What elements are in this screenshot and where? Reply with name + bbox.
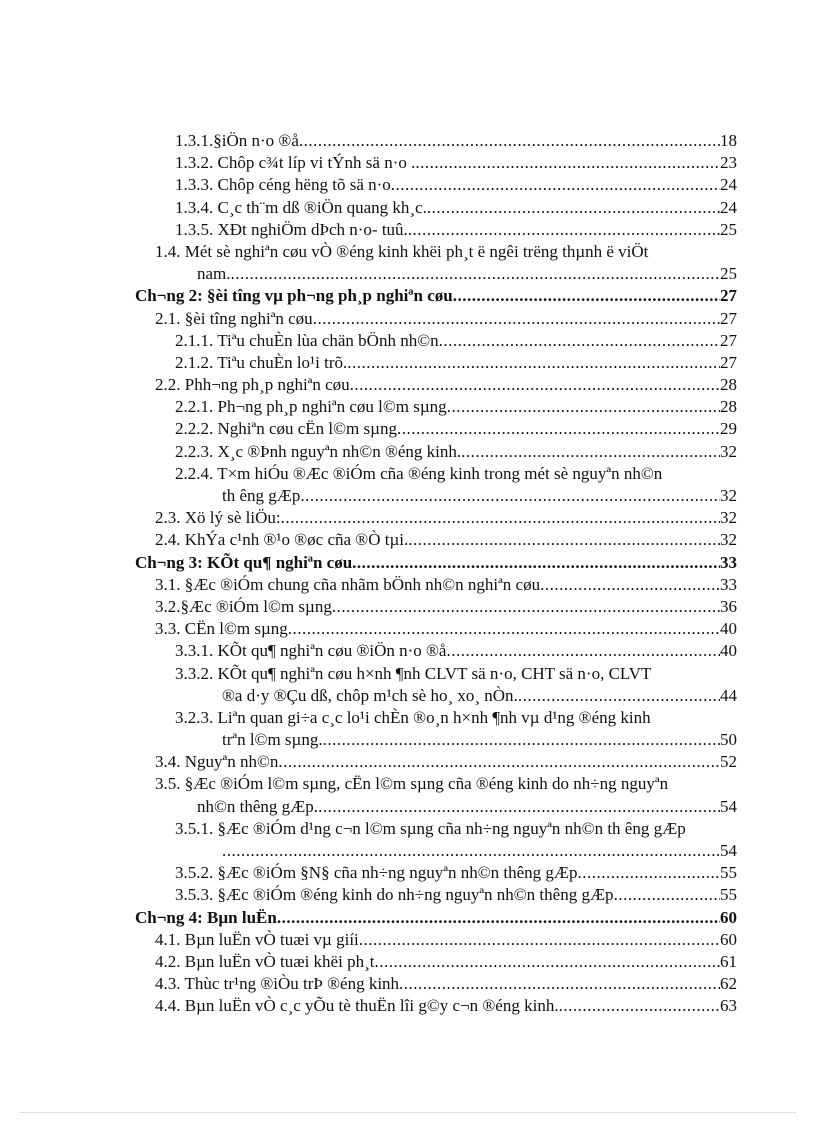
toc-entry[interactable] xyxy=(0,152,737,174)
dot-leader xyxy=(359,929,720,951)
toc-entry[interactable] xyxy=(0,773,816,795)
toc-entry-title: nh©n thêng gÆp. xyxy=(197,796,319,816)
toc-page-number: 23 xyxy=(720,153,737,173)
dot-leader xyxy=(427,197,720,219)
toc-entry[interactable] xyxy=(0,285,737,307)
dot-leader xyxy=(408,529,720,551)
toc-page-number: 32 xyxy=(720,530,737,550)
toc-entry-title: 2.2.4. T×m hiÓu ®Æc ®iÓm cña ®éng kinh trong mét sè nguyªn nh©n xyxy=(175,463,663,483)
toc-entry-title: th êng gÆp xyxy=(222,486,301,505)
toc-page-number: 28 xyxy=(720,375,737,395)
toc-entry[interactable] xyxy=(0,995,737,1017)
dot-leader xyxy=(397,418,720,440)
toc-entry[interactable] xyxy=(0,396,737,418)
table-of-contents xyxy=(0,130,816,1018)
dot-leader xyxy=(415,152,720,174)
dot-leader xyxy=(540,574,720,596)
toc-entry[interactable] xyxy=(0,929,737,951)
dot-leader xyxy=(578,862,721,884)
dot-leader xyxy=(277,907,720,929)
toc-page-number: 29 xyxy=(720,419,737,439)
dot-leader xyxy=(399,973,720,995)
page-bottom-border xyxy=(20,1112,796,1113)
toc-page-number: 25 xyxy=(720,219,737,239)
toc-page-number: 36 xyxy=(720,596,737,616)
toc-entry-title: 1.3.5. XÐt nghiÖm dÞch n·o- tuû. xyxy=(175,219,408,239)
toc-entry[interactable] xyxy=(0,596,737,618)
dot-leader xyxy=(352,552,720,574)
dot-leader xyxy=(439,330,720,352)
toc-page-number: 27 xyxy=(720,308,737,328)
toc-entry-title: 3.3.2. KÕt qu¶ nghiªn cøu h×nh ¶nh CLVT sä n·o, CHT sä n·o, CLVT xyxy=(175,663,652,683)
toc-entry[interactable] xyxy=(0,884,737,906)
toc-page-number: 55 xyxy=(720,863,737,883)
toc-entry[interactable] xyxy=(0,973,737,995)
toc-entry-title: 1.4. Mét sè nghiªn cøu vÒ ®éng kinh khëi ph¸t ë ngêi trëng thµnh ë viÖt xyxy=(155,241,649,261)
toc-entry-title: 3.5.1. §Æc ®iÓm d¹ng c¬n l©m sµng cña nh÷ng nguyªn nh©n th êng gÆp xyxy=(175,818,686,838)
toc-entry-title: 3.5.2. §Æc ®iÓm §N§ cña nh÷ng nguyªn nh©n thêng gÆp xyxy=(175,863,578,883)
toc-entry[interactable] xyxy=(0,441,737,463)
toc-entry[interactable] xyxy=(0,618,737,640)
toc-entry[interactable] xyxy=(0,529,737,551)
toc-entry-title: 1.3.4. C¸c th¨m dß ®iÖn quang kh¸c. xyxy=(175,197,427,217)
toc-page-number: 27 xyxy=(720,330,737,350)
toc-entry-title: 3.5.3. §Æc ®iÓm ®éng kinh do nh÷ng nguyªn nh©n thêng gÆp xyxy=(175,885,614,905)
toc-entry-title: 3.4. Nguyªn nh©n xyxy=(155,752,279,772)
toc-entry-title: 3.3. CËn l©m sµng xyxy=(155,619,288,639)
dot-leader xyxy=(231,263,720,285)
dot-leader xyxy=(559,995,720,1017)
toc-entry[interactable] xyxy=(0,308,737,330)
toc-entry[interactable] xyxy=(0,663,816,685)
toc-entry-title: 1.3.3. Chôp céng hëng tõ sä n·o xyxy=(175,175,391,195)
toc-entry-title: 3.2.3. Liªn quan gi÷a c¸c lo¹i chÈn ®o¸n h×nh ¶nh vµ d¹ng ®éng kinh xyxy=(175,707,651,727)
toc-entry[interactable] xyxy=(0,862,737,884)
toc-page-number: 25 xyxy=(720,264,737,284)
toc-entry[interactable] xyxy=(0,729,737,751)
dot-leader xyxy=(391,174,720,196)
toc-entry[interactable] xyxy=(0,552,737,574)
toc-entry[interactable] xyxy=(0,241,816,263)
toc-page-number: 27 xyxy=(720,286,737,306)
toc-page-number: 32 xyxy=(720,486,737,505)
toc-entry[interactable] xyxy=(0,197,737,219)
toc-entry[interactable] xyxy=(0,130,737,152)
toc-page-number: 55 xyxy=(720,885,737,905)
toc-entry-title: 2.1.1. Tiªu chuÈn lùa chän bÖnh nh©n xyxy=(175,330,439,350)
dot-leader xyxy=(278,751,720,773)
toc-entry-title: 4.3. Thùc tr¹ng ®iÒu trÞ ®éng kinh xyxy=(155,974,400,994)
toc-page-number: 40 xyxy=(720,619,737,639)
toc-page-number: 54 xyxy=(720,841,737,860)
toc-entry-title: 2.2.3. X¸c ®Þnh nguyªn nh©n ®éng kinh. xyxy=(175,441,462,461)
toc-entry-title: Ch¬ng 2: §èi tîng vµ ph¬ng ph¸p nghiªn cøu xyxy=(135,286,453,306)
toc-entry-title: 2.2.2. Nghiªn cøu cËn l©m sµng xyxy=(175,419,397,439)
toc-entry-title: 2.1. §èi tîng nghiªn cøu xyxy=(155,308,313,328)
dot-leader xyxy=(288,618,720,640)
toc-entry-title: trªn l©m sµng. xyxy=(222,730,323,750)
dot-leader xyxy=(518,685,720,707)
toc-page-number: 18 xyxy=(720,131,737,150)
dot-leader xyxy=(332,596,720,618)
toc-entry-title: 2.2. Phh¬ng ph¸p nghiªn cøu xyxy=(155,375,350,395)
toc-page-number: 60 xyxy=(720,907,737,927)
toc-entry-title: 2.2.1. Ph¬ng ph¸p nghiªn cøu l©m sµng xyxy=(175,397,447,417)
toc-entry-title: nam. xyxy=(197,264,231,284)
toc-entry-title: 1.3.1.§iÖn n·o ®å xyxy=(175,131,299,150)
toc-page-number: 24 xyxy=(720,175,737,195)
dot-leader xyxy=(350,374,720,396)
dot-leader xyxy=(374,951,720,973)
dot-leader xyxy=(347,352,720,374)
toc-entry[interactable] xyxy=(0,374,737,396)
dot-leader xyxy=(461,441,720,463)
dot-leader xyxy=(222,840,720,862)
toc-entry-title: 3.1. §Æc ®iÓm chung cña nhãm bÖnh nh©n nghiªn cøu xyxy=(155,574,541,594)
toc-page-number: 54 xyxy=(720,796,737,816)
dot-leader xyxy=(447,396,720,418)
toc-entry[interactable] xyxy=(0,640,737,662)
dot-leader xyxy=(614,884,720,906)
toc-page-number: 33 xyxy=(720,574,737,594)
toc-entry[interactable] xyxy=(0,485,737,507)
toc-entry[interactable] xyxy=(0,574,737,596)
toc-page-number: 61 xyxy=(720,951,737,971)
toc-entry[interactable] xyxy=(0,751,737,773)
toc-page-number: 52 xyxy=(720,752,737,772)
toc-entry-title: 3.3.1. KÕt qu¶ nghiªn cøu ®iÖn n·o ®å xyxy=(175,641,447,661)
toc-entry-title: Ch¬ng 3: KÕt qu¶ nghiªn cøu xyxy=(135,552,353,572)
toc-page-number: 50 xyxy=(720,730,737,750)
toc-entry[interactable] xyxy=(0,219,737,241)
toc-entry[interactable] xyxy=(0,352,737,374)
toc-entry[interactable] xyxy=(0,463,816,485)
toc-entry[interactable] xyxy=(0,951,737,973)
toc-entry[interactable] xyxy=(0,263,737,285)
toc-page-number: 32 xyxy=(720,508,737,528)
toc-page-number: 32 xyxy=(720,441,737,461)
toc-entry[interactable] xyxy=(0,174,737,196)
toc-entry[interactable] xyxy=(0,507,737,529)
toc-entry[interactable] xyxy=(0,840,737,862)
dot-leader xyxy=(313,308,720,330)
dot-leader xyxy=(453,285,720,307)
toc-entry[interactable] xyxy=(0,685,737,707)
toc-page-number: 63 xyxy=(720,996,737,1016)
toc-entry-title: 3.2.§Æc ®iÓm l©m sµng xyxy=(155,596,332,616)
toc-page-number: 44 xyxy=(720,685,737,705)
toc-entry-title: 2.1.2. Tiªu chuÈn lo¹i trõ. xyxy=(175,352,348,372)
toc-page-number: 62 xyxy=(720,974,737,994)
toc-entry[interactable] xyxy=(0,796,737,818)
dot-leader xyxy=(408,219,720,241)
toc-entry[interactable] xyxy=(0,707,816,729)
toc-page-number: 27 xyxy=(720,352,737,372)
toc-entry-title: 1.3.2. Chôp c¾t líp vi tÝnh sä n·o . xyxy=(175,153,416,173)
toc-page-number: 28 xyxy=(720,397,737,417)
toc-entry-title: 4.2. Bµn luËn vÒ tuæi khëi ph¸t xyxy=(155,951,375,971)
toc-entry[interactable] xyxy=(0,818,816,840)
toc-entry-title: 4.1. Bµn luËn vÒ tuæi vµ giíi xyxy=(155,929,359,949)
dot-leader xyxy=(299,130,720,152)
dot-leader xyxy=(446,640,720,662)
toc-entry[interactable] xyxy=(0,907,737,929)
toc-entry[interactable] xyxy=(0,418,737,440)
dot-leader xyxy=(300,485,720,507)
toc-page-number: 60 xyxy=(720,929,737,949)
toc-entry-title: 4.4. Bµn luËn vÒ c¸c yÕu tè thuËn lîi g©y c¬n ®éng kinh. xyxy=(155,996,559,1016)
toc-entry-title: 2.4. KhÝa c¹nh ®¹o ®øc cña ®Ò tµi. xyxy=(155,530,409,550)
toc-entry[interactable] xyxy=(0,330,737,352)
toc-entry-title: 2.3. Xö lý sè liÖu: xyxy=(155,508,281,528)
dot-leader xyxy=(318,796,720,818)
toc-page-number: 40 xyxy=(720,641,737,661)
toc-page-number: 24 xyxy=(720,197,737,217)
toc-entry-title: ®a d·y ®Çu dß, chôp m¹ch sè ho¸ xo¸ nÒn. xyxy=(222,685,518,705)
dot-leader xyxy=(281,507,720,529)
toc-page-number: 33 xyxy=(720,552,737,572)
dot-leader xyxy=(323,729,720,751)
toc-entry-title: Ch¬ng 4: Bµn luËn xyxy=(135,907,277,927)
toc-entry-title: 3.5. §Æc ®iÓm l©m sµng, cËn l©m sµng cña ®éng kinh do nh÷ng nguyªn xyxy=(155,774,669,794)
